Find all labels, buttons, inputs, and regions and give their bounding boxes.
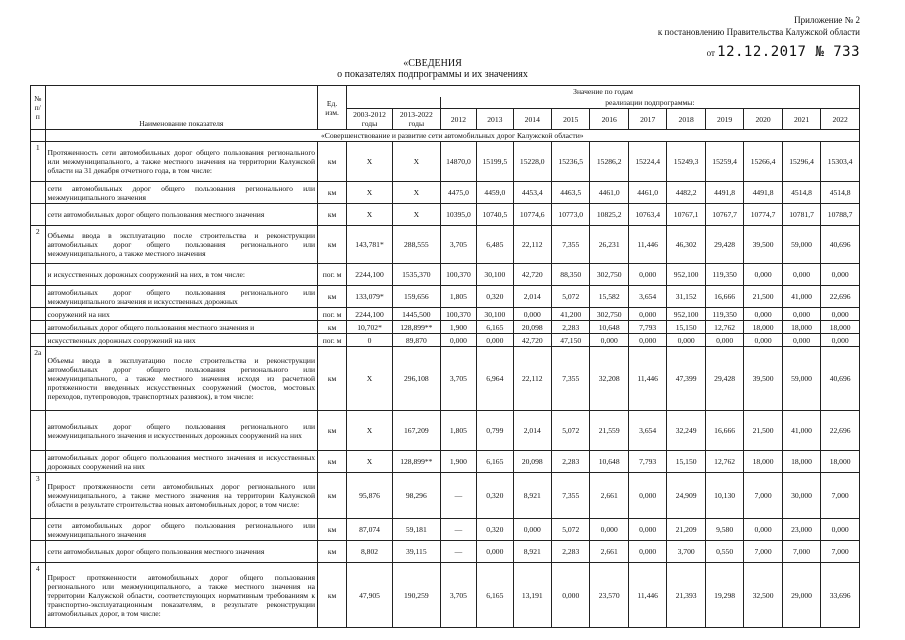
value-cell: 0,000 (821, 519, 860, 541)
value-cell: 0,320 (477, 519, 513, 541)
value-cell: 15249,3 (667, 142, 705, 182)
value-cell: 18,000 (782, 451, 820, 473)
table-row (31, 182, 860, 204)
table-row (31, 541, 860, 563)
unit-cell: км (318, 182, 347, 204)
value-cell: 10740,5 (477, 204, 513, 226)
value-cell: 0,000 (590, 334, 628, 347)
row-number (31, 451, 46, 473)
value-cell: 4482,2 (667, 182, 705, 204)
value-cell: 952,100 (667, 308, 705, 321)
value-cell: 6,165 (477, 451, 513, 473)
value-cell: 0,000 (744, 519, 782, 541)
unit-cell: км (318, 142, 347, 182)
value-cell: 10774,7 (744, 204, 782, 226)
value-cell: 0,000 (782, 308, 820, 321)
value-cell: 59,000 (782, 226, 820, 264)
value-cell: Х (347, 142, 393, 182)
value-cell: 10767,1 (667, 204, 705, 226)
year-header: 2018 (667, 109, 705, 130)
value-cell: 87,074 (347, 519, 393, 541)
table-row (31, 142, 860, 182)
value-cell: 10395,0 (440, 204, 476, 226)
appendix-label: Приложение № 2 (794, 15, 860, 25)
value-cell: 10773,0 (552, 204, 590, 226)
row-number (31, 308, 46, 321)
value-cell: 0,000 (440, 334, 476, 347)
year-header: 2020 (744, 109, 782, 130)
value-cell: — (440, 519, 476, 541)
value-cell: 22,696 (821, 286, 860, 308)
value-cell: 7,000 (782, 541, 820, 563)
value-cell: 32,500 (744, 563, 782, 628)
value-cell: 4459,0 (477, 182, 513, 204)
indicator-name: и искусственных дорожных сооружений на них, в том числе: (45, 264, 318, 286)
value-cell: Х (392, 204, 440, 226)
value-cell: 18,000 (744, 451, 782, 473)
indicator-name: автомобильных дорог общего пользования местного значения и искусственных дорожных сооружений на них (45, 451, 318, 473)
indicator-name: искусственных дорожных сооружений на них (45, 334, 318, 347)
value-cell: 302,750 (590, 308, 628, 321)
value-cell: 39,500 (744, 347, 782, 411)
unit-cell: км (318, 286, 347, 308)
value-cell: 128,899** (392, 321, 440, 334)
value-cell: 10,648 (590, 451, 628, 473)
value-cell: — (440, 473, 476, 519)
value-cell: 26,231 (590, 226, 628, 264)
value-cell: 1535,370 (392, 264, 440, 286)
value-cell: 40,696 (821, 226, 860, 264)
row-number (31, 204, 46, 226)
value-cell: 41,200 (552, 308, 590, 321)
value-cell: 952,100 (667, 264, 705, 286)
value-cell: 0,000 (744, 264, 782, 286)
value-cell: Х (347, 204, 393, 226)
value-cell: 3,700 (667, 541, 705, 563)
row-number (31, 182, 46, 204)
value-cell: 23,570 (590, 563, 628, 628)
value-cell: 1,805 (440, 411, 476, 451)
value-cell: 12,762 (705, 451, 743, 473)
row-number (31, 264, 46, 286)
value-cell: 88,350 (552, 264, 590, 286)
value-cell: 10763,4 (628, 204, 666, 226)
value-cell: 16,666 (705, 411, 743, 451)
value-cell: 1,900 (440, 451, 476, 473)
value-cell: 10781,7 (782, 204, 820, 226)
value-cell: 0,000 (552, 563, 590, 628)
value-cell: 100,370 (440, 264, 476, 286)
decree-label: к постановлению Правительства Калужской области (657, 27, 860, 37)
value-cell: 14870,0 (440, 142, 476, 182)
value-cell: 8,802 (347, 541, 393, 563)
value-cell: 30,000 (782, 473, 820, 519)
year-header: 2012 (440, 109, 476, 130)
value-cell: 6,485 (477, 226, 513, 264)
document-subtitle: о показателях подпрограммы и их значениях (337, 69, 528, 80)
value-cell: 0,000 (477, 334, 513, 347)
value-cell: 33,696 (821, 563, 860, 628)
indicator-name: Протяженность сети автомобильных дорог общего пользования регионального или межмуниципального, а также местного значения на территории Калужской области на 31 декабря отчетного года, в том числе: (45, 142, 318, 182)
value-cell: 10767,7 (705, 204, 743, 226)
value-cell: 8,921 (513, 473, 551, 519)
value-cell: 21,209 (667, 519, 705, 541)
row-number (31, 286, 46, 308)
value-cell: 4491,8 (705, 182, 743, 204)
row-number: 1 (31, 142, 46, 182)
value-cell: 22,112 (513, 226, 551, 264)
table-row (31, 264, 860, 286)
value-cell: Х (347, 347, 393, 411)
value-cell: 47,905 (347, 563, 393, 628)
value-cell: 4475,0 (440, 182, 476, 204)
value-cell: 15,150 (667, 451, 705, 473)
unit-cell: пог. м (318, 264, 347, 286)
value-cell: — (440, 541, 476, 563)
row-number (31, 519, 46, 541)
value-cell: 15199,5 (477, 142, 513, 182)
unit-cell: пог. м (318, 308, 347, 321)
value-cell: 6,964 (477, 347, 513, 411)
value-cell: 46,302 (667, 226, 705, 264)
value-cell: 0,000 (667, 334, 705, 347)
value-cell: 119,350 (705, 264, 743, 286)
value-cell: 0 (347, 334, 393, 347)
value-cell: 12,762 (705, 321, 743, 334)
value-cell: 2,283 (552, 541, 590, 563)
value-cell: 100,370 (440, 308, 476, 321)
value-cell: Х (347, 411, 393, 451)
value-cell: 15224,4 (628, 142, 666, 182)
table-row (31, 563, 860, 628)
row-number (31, 411, 46, 451)
value-cell: 32,249 (667, 411, 705, 451)
unit-cell: км (318, 347, 347, 411)
value-cell: 2,661 (590, 473, 628, 519)
value-cell: 133,079* (347, 286, 393, 308)
value-cell: 0,799 (477, 411, 513, 451)
unit-cell: км (318, 411, 347, 451)
value-cell: 40,696 (821, 347, 860, 411)
value-cell: 10,648 (590, 321, 628, 334)
value-cell: 3,654 (628, 411, 666, 451)
date-handwritten: 12.12.2017 № 733 (717, 44, 860, 60)
value-cell: 3,654 (628, 286, 666, 308)
value-cell: 18,000 (821, 321, 860, 334)
value-cell: 18,000 (782, 321, 820, 334)
col-unit-header: Ед. изм. (318, 86, 347, 130)
value-cell: 13,191 (513, 563, 551, 628)
col-name-header: Наименование показателя (45, 86, 318, 130)
value-cell: 22,112 (513, 347, 551, 411)
value-cell: 11,446 (628, 226, 666, 264)
value-cell: 0,000 (628, 308, 666, 321)
value-cell: 1,900 (440, 321, 476, 334)
value-cell: 41,000 (782, 411, 820, 451)
value-cell: Х (347, 182, 393, 204)
unit-cell: км (318, 541, 347, 563)
value-cell: 31,152 (667, 286, 705, 308)
value-cell: 39,500 (744, 226, 782, 264)
row-number (31, 321, 46, 334)
value-cell: 47,399 (667, 347, 705, 411)
value-cell: 0,000 (821, 334, 860, 347)
value-cell: 7,000 (821, 473, 860, 519)
value-cell: 59,000 (782, 347, 820, 411)
value-cell: 0,320 (477, 473, 513, 519)
value-cell: 5,072 (552, 519, 590, 541)
value-cell: 7,355 (552, 473, 590, 519)
table-row (31, 411, 860, 451)
value-cell: 10,702* (347, 321, 393, 334)
table-row (31, 334, 860, 347)
row-number: 2 (31, 226, 46, 264)
value-cell: 2,283 (552, 451, 590, 473)
value-cell: 15259,4 (705, 142, 743, 182)
value-cell: 10774,6 (513, 204, 551, 226)
year-header: 2013-2022 годы (392, 109, 440, 130)
value-cell: 18,000 (744, 321, 782, 334)
value-cell: 0,000 (628, 541, 666, 563)
value-cell: 30,100 (477, 264, 513, 286)
indicator-name: сети автомобильных дорог общего пользования местного значения (45, 204, 318, 226)
value-cell: 24,909 (667, 473, 705, 519)
value-cell: 42,720 (513, 264, 551, 286)
value-cell: 0,000 (628, 334, 666, 347)
value-cell: 0,000 (628, 264, 666, 286)
unit-cell: км (318, 226, 347, 264)
row-number: 2а (31, 347, 46, 411)
value-cell: 21,393 (667, 563, 705, 628)
value-cell: 119,350 (705, 308, 743, 321)
value-cell: 23,000 (782, 519, 820, 541)
indicator-name: сети автомобильных дорог общего пользования регионального или межмуниципального значения (45, 519, 318, 541)
value-cell: 89,870 (392, 334, 440, 347)
value-cell: 39,115 (392, 541, 440, 563)
value-cell: 15228,0 (513, 142, 551, 182)
year-header: 2022 (821, 109, 860, 130)
value-cell: 9,580 (705, 519, 743, 541)
value-cell: 7,793 (628, 321, 666, 334)
value-cell: 4453,4 (513, 182, 551, 204)
value-cell: 1445,500 (392, 308, 440, 321)
indicator-name: Прирост протяженности сети автомобильных дорог регионального или межмуниципального, а также местного значения на территории Калужской области в результате строительства новых автомобильных дорог, в том числе: (45, 473, 318, 519)
value-cell: 159,656 (392, 286, 440, 308)
value-cell: 59,181 (392, 519, 440, 541)
table-row (31, 204, 860, 226)
table-row (31, 451, 860, 473)
value-cell: 29,000 (782, 563, 820, 628)
value-cell: 7,793 (628, 451, 666, 473)
value-cell: 2,014 (513, 411, 551, 451)
value-cell: 0,000 (628, 519, 666, 541)
indicator-name: Объемы ввода в эксплуатацию после строительства и реконструкции автомобильных дорог общего пользования регионального или межмуниципального, а также местного значения исходя из расчетной протяженности введенных искусственных сооружений (мостов, мостовых переходов, путепроводов, транспортных развязок), в том числе: (45, 347, 318, 411)
value-cell: 30,100 (477, 308, 513, 321)
value-cell: 0,000 (705, 334, 743, 347)
indicator-name: автомобильных дорог общего пользования регионального или межмуниципального значения и искусственных дорожных (45, 286, 318, 308)
unit-cell: км (318, 563, 347, 628)
value-cell: 5,072 (552, 286, 590, 308)
row-number (31, 541, 46, 563)
value-cell: 11,446 (628, 347, 666, 411)
value-cell: 29,428 (705, 347, 743, 411)
value-cell: 16,666 (705, 286, 743, 308)
value-cell: 47,150 (552, 334, 590, 347)
value-cell: 0,000 (821, 308, 860, 321)
value-cell: 22,696 (821, 411, 860, 451)
row-number (31, 334, 46, 347)
value-cell: 167,209 (392, 411, 440, 451)
value-cell: 0,000 (782, 334, 820, 347)
value-cell: Х (392, 142, 440, 182)
value-cell: 2244,100 (347, 264, 393, 286)
value-cell: 18,000 (821, 451, 860, 473)
unit-cell: км (318, 519, 347, 541)
value-cell: 19,298 (705, 563, 743, 628)
indicator-name: сети автомобильных дорог общего пользования местного значения (45, 541, 318, 563)
unit-cell: пог. м (318, 334, 347, 347)
value-cell: 21,500 (744, 286, 782, 308)
value-cell: 42,720 (513, 334, 551, 347)
value-cell: 0,000 (821, 264, 860, 286)
value-cell: 32,208 (590, 347, 628, 411)
value-cell: 2,283 (552, 321, 590, 334)
value-cell: 15,150 (667, 321, 705, 334)
value-cell: 98,296 (392, 473, 440, 519)
year-header: 2003-2012 годы (347, 109, 393, 130)
table-row (31, 308, 860, 321)
year-header: 2014 (513, 109, 551, 130)
table-row (31, 519, 860, 541)
years-group-subheader: реализации подпрограммы: (440, 97, 859, 109)
value-cell: 20,098 (513, 451, 551, 473)
value-cell: 5,072 (552, 411, 590, 451)
value-cell: 3,705 (440, 226, 476, 264)
year-header: 2021 (782, 109, 820, 130)
value-cell: 7,000 (744, 541, 782, 563)
value-cell: 41,000 (782, 286, 820, 308)
value-cell: 4461,0 (590, 182, 628, 204)
section-no (31, 130, 46, 142)
value-cell: 7,355 (552, 226, 590, 264)
indicator-name: сооружений на них (45, 308, 318, 321)
value-cell: 1,805 (440, 286, 476, 308)
value-cell: 3,705 (440, 347, 476, 411)
value-cell: 8,921 (513, 541, 551, 563)
unit-cell: км (318, 451, 347, 473)
table-row (31, 286, 860, 308)
indicator-name: Объемы ввода в эксплуатацию после строительства и реконструкции автомобильных дорог общего пользования регионального или межмуниципального, а также местного значения (45, 226, 318, 264)
value-cell: 4461,0 (628, 182, 666, 204)
row-number: 3 (31, 473, 46, 519)
value-cell: 143,781* (347, 226, 393, 264)
value-cell: 302,750 (590, 264, 628, 286)
value-cell: 4514,8 (821, 182, 860, 204)
value-cell: 15,582 (590, 286, 628, 308)
row-number: 4 (31, 563, 46, 628)
value-cell: 0,000 (628, 473, 666, 519)
year-header: 2016 (590, 109, 628, 130)
value-cell: 21,500 (744, 411, 782, 451)
col-no-header: № п/п (31, 86, 46, 130)
value-cell: 6,165 (477, 321, 513, 334)
indicator-name: автомобильных дорог общего пользования регионального или межмуниципального значения и искусственных дорожных сооружений на них (45, 411, 318, 451)
value-cell: 15296,4 (782, 142, 820, 182)
value-cell: 4491,8 (744, 182, 782, 204)
year-header: 2019 (705, 109, 743, 130)
value-cell: 4463,5 (552, 182, 590, 204)
value-cell: 0,000 (513, 308, 551, 321)
value-cell: 29,428 (705, 226, 743, 264)
value-cell: 0,000 (590, 519, 628, 541)
value-cell: 95,876 (347, 473, 393, 519)
value-cell: 0,550 (705, 541, 743, 563)
value-cell: 0,000 (782, 264, 820, 286)
value-cell: 0,000 (477, 541, 513, 563)
value-cell: 20,098 (513, 321, 551, 334)
value-cell: 190,259 (392, 563, 440, 628)
value-cell: 6,165 (477, 563, 513, 628)
year-header: 2013 (477, 109, 513, 130)
value-cell: 2244,100 (347, 308, 393, 321)
value-cell: 288,555 (392, 226, 440, 264)
value-cell: 0,000 (513, 519, 551, 541)
value-cell: 10825,2 (590, 204, 628, 226)
value-cell: 11,446 (628, 563, 666, 628)
value-cell: 7,355 (552, 347, 590, 411)
document-title: «СВЕДЕНИЯ (403, 58, 462, 69)
unit-cell: км (318, 204, 347, 226)
value-cell: 0,000 (744, 308, 782, 321)
value-cell: 2,661 (590, 541, 628, 563)
value-cell: 296,108 (392, 347, 440, 411)
value-cell: 15303,4 (821, 142, 860, 182)
table-row (31, 226, 860, 264)
value-cell: 7,000 (821, 541, 860, 563)
value-cell: Х (347, 451, 393, 473)
value-cell: 15286,2 (590, 142, 628, 182)
value-cell: 2,014 (513, 286, 551, 308)
year-header: 2015 (552, 109, 590, 130)
indicator-name: сети автомобильных дорог общего пользования регионального или межмуниципального значения (45, 182, 318, 204)
value-cell: 4514,8 (782, 182, 820, 204)
value-cell: 10,130 (705, 473, 743, 519)
table-row (31, 347, 860, 411)
value-cell: Х (392, 182, 440, 204)
table-row (31, 473, 860, 519)
section-title: «Совершенствование и развитие сети автомобильных дорог Калужской области» (45, 130, 859, 142)
unit-cell: км (318, 321, 347, 334)
value-cell: 0,320 (477, 286, 513, 308)
table-row (31, 321, 860, 334)
date-prefix: от (706, 48, 715, 58)
indicator-name: Прирост протяженности автомобильных дорог общего пользования регионального или межмуниципального, а также местного значения на территории Калужской области, соответствующих нормативным требованиям к транспортно-эксплуатационным показателям, в результате реконструкции автомобильных дорог, в том числе: (45, 563, 318, 628)
value-cell: 21,559 (590, 411, 628, 451)
indicator-name: автомобильных дорог общего пользования местного значения и (45, 321, 318, 334)
value-cell: 128,899** (392, 451, 440, 473)
value-cell: 10788,7 (821, 204, 860, 226)
year-header: 2017 (628, 109, 666, 130)
value-cell: 0,000 (744, 334, 782, 347)
unit-cell: км (318, 473, 347, 519)
value-cell: 15236,5 (552, 142, 590, 182)
years-group-header: Значение по годам (347, 86, 860, 98)
indicators-table (30, 85, 860, 628)
value-cell: 3,705 (440, 563, 476, 628)
value-cell: 7,000 (744, 473, 782, 519)
value-cell: 15266,4 (744, 142, 782, 182)
